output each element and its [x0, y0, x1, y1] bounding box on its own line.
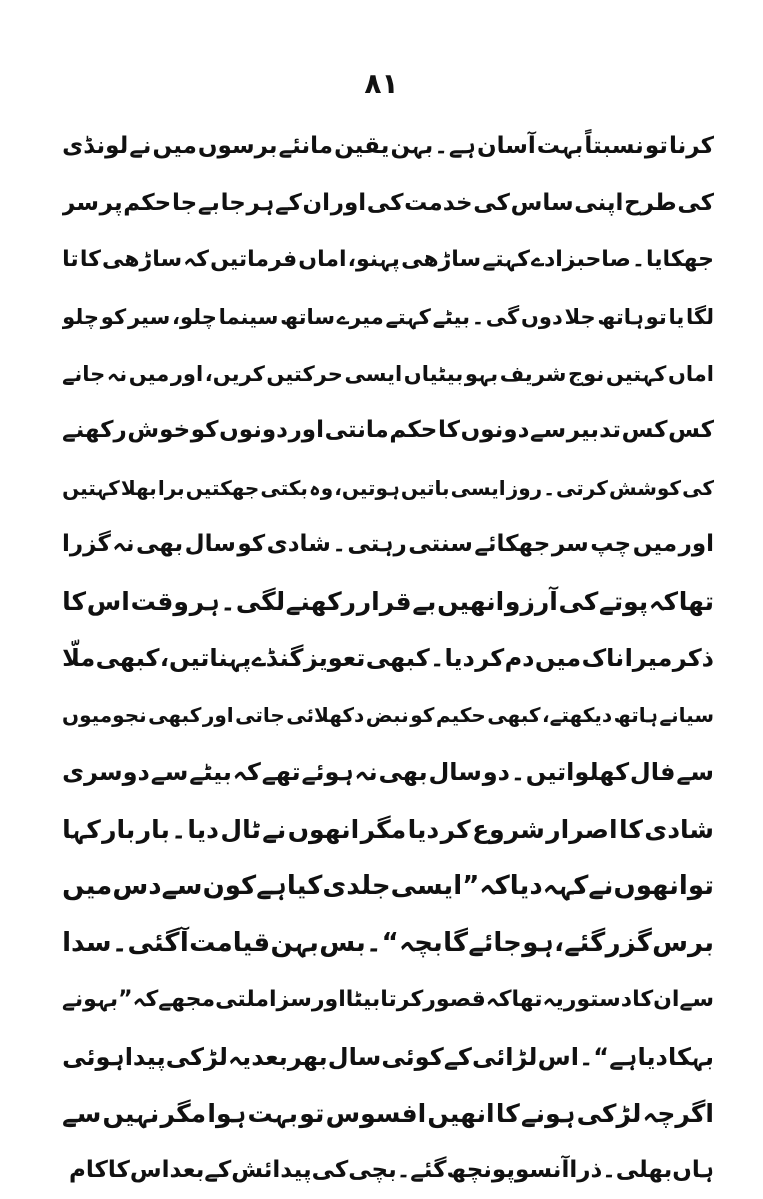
text-line [62, 630, 714, 687]
word: آ [179, 927, 189, 958]
word: تھا [678, 587, 714, 617]
word: نے [588, 871, 614, 902]
word: روز [506, 475, 543, 500]
word: لگی [235, 587, 286, 617]
word: لگا [686, 304, 714, 329]
word: بہو [464, 361, 499, 386]
word: نوج [568, 361, 605, 386]
word: ملتی [215, 986, 269, 1012]
word: کہا [62, 814, 101, 844]
word: جھکتیں [185, 475, 260, 500]
word: انھیں [427, 1099, 495, 1129]
word: ہونے [521, 1099, 576, 1129]
word: پہناتیں، [159, 644, 252, 673]
word: کا [618, 814, 643, 844]
word: ایسی [390, 871, 463, 902]
word: اور [202, 703, 234, 728]
word: شادی [266, 531, 331, 558]
word: میرے [336, 304, 384, 329]
word: ہوتیں، [334, 475, 400, 500]
word: بچی [348, 1156, 397, 1183]
word: جا [220, 189, 246, 216]
word: کی [311, 1156, 349, 1183]
word: رکھنے [62, 417, 127, 444]
word: ناک [581, 644, 625, 673]
word: کوشش [608, 475, 682, 500]
word: کو [100, 304, 127, 329]
word: دوں [521, 304, 563, 329]
word: قرار [356, 587, 412, 617]
word: دیا [407, 814, 440, 844]
word: افسوس [325, 1099, 427, 1129]
text-line [62, 687, 714, 744]
page-number: ۸۱ [364, 67, 399, 100]
word: میں [632, 531, 678, 558]
word: پوتے [599, 587, 649, 617]
word: دکھلائی [286, 703, 365, 728]
word: تھے [261, 758, 301, 787]
word: آنسو [514, 1156, 570, 1183]
word: یہ [542, 986, 564, 1012]
word: گئے [410, 1156, 447, 1183]
word: تا [62, 247, 79, 273]
word: ۔ [510, 758, 525, 787]
word: ۔ [220, 587, 236, 617]
word: اپنی [574, 189, 624, 216]
word: نبض [365, 703, 409, 728]
word: نے [129, 132, 152, 159]
word: آرزو [504, 587, 558, 617]
word: سیانے [659, 703, 714, 728]
word: بار [136, 814, 170, 844]
word: دس [112, 871, 162, 902]
word: سینما [218, 304, 279, 329]
word: ۔ [631, 247, 645, 273]
word: چلو [62, 304, 100, 329]
word: رکھنے [285, 587, 357, 617]
word: کی [682, 475, 714, 500]
text-line [62, 346, 714, 403]
word: بھلا [120, 475, 157, 500]
word: ساتھ [280, 304, 336, 329]
word: کس [621, 417, 668, 444]
word: بہت [536, 132, 584, 159]
word: سے [676, 758, 714, 787]
word: کہتیں [605, 361, 667, 386]
word: دیا [637, 1042, 668, 1071]
word: پر [99, 189, 123, 216]
word: دونوں [460, 417, 530, 444]
word: جلدی [322, 871, 391, 902]
word: حرکتیں [266, 361, 343, 386]
word: تعویز [303, 644, 366, 673]
word: خوش [127, 417, 191, 444]
word: شریف [499, 361, 567, 386]
word: چلو، [171, 304, 217, 329]
word: مجھے [158, 986, 216, 1012]
word: جائے [468, 927, 522, 958]
word: ہے [256, 871, 287, 902]
word: کرتا [380, 986, 424, 1012]
word: تو [644, 132, 668, 159]
word: سے [679, 986, 714, 1012]
text-line [62, 1028, 714, 1085]
word: گئی [127, 927, 180, 958]
word: بعد [169, 1156, 205, 1183]
word: ہاں [672, 1156, 714, 1183]
word: بھی [378, 758, 428, 787]
word: کر [475, 644, 505, 673]
word: اور [170, 361, 204, 386]
word: کوئی [381, 1042, 444, 1071]
word: مگر [160, 1099, 207, 1129]
word: صاحبزادے [531, 247, 631, 273]
word: رہتی [347, 531, 407, 558]
word: ” [118, 986, 133, 1012]
word: کی [473, 189, 510, 216]
word: بہن [270, 927, 319, 958]
word: آسان [476, 132, 536, 159]
word: کا [62, 587, 87, 617]
body-text [62, 118, 714, 1199]
word: ذرا [569, 1156, 603, 1183]
word: ۔ [366, 927, 382, 958]
word: گا [443, 927, 469, 958]
word: کہ [232, 758, 261, 787]
word: ۔ [543, 475, 555, 500]
word: اس [129, 1156, 170, 1183]
word: اور [678, 531, 714, 558]
word: یا [668, 304, 685, 329]
word: دستور [563, 986, 633, 1012]
word: کے [204, 1156, 232, 1183]
word: حکم [389, 417, 438, 444]
text-line [62, 858, 714, 915]
word: کھلواتیں [525, 758, 630, 787]
word: بھی [136, 531, 184, 558]
word: دیا [187, 814, 219, 844]
word: ہاتھ [613, 703, 658, 728]
word: دیا [509, 871, 543, 902]
word: کبھی [365, 644, 430, 673]
word: سیر [127, 304, 171, 329]
word: پیدائش [231, 1156, 312, 1183]
word: کو [190, 417, 219, 444]
word: “ [593, 1042, 610, 1071]
word: نہیں [102, 1099, 160, 1129]
word: کبھی [487, 703, 541, 728]
word: لونڈی [62, 132, 129, 159]
text-line [62, 744, 714, 801]
word: گزرا [62, 531, 111, 558]
word: کی [677, 189, 714, 216]
word: کبھی [95, 644, 160, 673]
text-line [62, 175, 714, 232]
word: ان [302, 189, 331, 216]
word: نے [62, 986, 84, 1012]
word: بچہ [399, 927, 443, 958]
word: فرماتیں [210, 247, 298, 273]
word: کر [440, 814, 471, 844]
word: خدمت [404, 189, 473, 216]
word: انھیں [437, 587, 505, 617]
word: اور [288, 417, 324, 444]
word: ۔ [471, 304, 485, 329]
word: کا [79, 247, 101, 273]
word: سے [150, 758, 189, 787]
word: سر [62, 189, 99, 216]
word: کہتے [482, 247, 530, 273]
word: یقین [334, 132, 390, 159]
word: کا [495, 1099, 520, 1129]
word: پونچھ [446, 1156, 515, 1183]
word: مگر [360, 814, 407, 844]
word: کو [237, 531, 266, 558]
text-line [62, 289, 714, 346]
word: شادی [644, 814, 714, 844]
word: ایسی [344, 361, 403, 386]
word: تو [299, 1099, 325, 1129]
word: ہے [609, 1042, 638, 1071]
word: فال [629, 758, 676, 787]
word: ساڑھی [401, 247, 482, 273]
word: سر [551, 531, 589, 558]
word: اماں [667, 361, 714, 386]
word: اور [330, 189, 367, 216]
word: ٹال [220, 814, 261, 844]
word: ساڑھی [102, 247, 183, 273]
word: “ [381, 927, 399, 958]
word: بھلی [615, 1156, 673, 1183]
word: تدبیر [566, 417, 621, 444]
word: بہن [390, 132, 434, 159]
word: اس [86, 587, 130, 617]
word: دوسری [62, 758, 150, 787]
word: دیکھتے، [542, 703, 613, 728]
text-line [62, 914, 714, 971]
word: کس [668, 417, 714, 444]
word: برسوں [197, 132, 278, 159]
word: ” [462, 871, 480, 902]
word: حکیم [435, 703, 486, 728]
text-line [62, 516, 714, 573]
word: جھکائے [474, 531, 551, 558]
word: کبھی [148, 703, 202, 728]
word: بھر [287, 1042, 328, 1071]
word: تو [687, 871, 714, 902]
word: ان [653, 986, 680, 1012]
word: ہے [448, 132, 476, 159]
word: کی [366, 189, 404, 216]
word: ساس [510, 189, 574, 216]
word: ۔ [396, 1156, 411, 1183]
word: لڑکی [165, 1042, 228, 1071]
word: سے [161, 871, 203, 902]
word: قصور [423, 986, 486, 1012]
word: بکتی [260, 475, 308, 500]
word: جا [171, 189, 198, 216]
word: بیٹیاں [403, 361, 464, 386]
word: جاتی [235, 703, 285, 728]
word: جانے [62, 361, 106, 386]
word: مانتی [324, 417, 389, 444]
word: بیٹے [432, 304, 470, 329]
word: کہ [648, 587, 679, 617]
word: نہ [112, 531, 135, 558]
word: ہو [522, 927, 554, 958]
word: لڑائی [471, 1042, 538, 1071]
word: چپ [590, 531, 632, 558]
word: ہاتھ [597, 304, 644, 329]
word: تھا [511, 986, 543, 1012]
word: اگرچہ [642, 1099, 714, 1129]
word: بہکا [667, 1042, 714, 1071]
word: انھوں [287, 814, 360, 844]
word: کون [202, 871, 257, 902]
word: دیا [444, 644, 475, 673]
word: برا [157, 475, 185, 500]
word: بیٹے [189, 758, 232, 787]
word: ہوئے [301, 758, 354, 787]
word: لڑکی [576, 1099, 642, 1129]
text-line [62, 971, 714, 1028]
word: بار [102, 814, 136, 844]
word: کہتے [385, 304, 431, 329]
word: کہ [132, 986, 159, 1012]
word: پہنو، [347, 247, 400, 273]
word: ایسی [450, 475, 506, 500]
text-line [62, 573, 714, 630]
word: ہوئی [62, 1042, 125, 1071]
word: پیدا [124, 1042, 166, 1071]
word: کا [437, 417, 460, 444]
text-line [62, 1142, 714, 1199]
text-line [62, 402, 714, 459]
word: میں [152, 132, 197, 159]
word: وقت [130, 587, 189, 617]
word: ، [554, 927, 564, 958]
word: ہوا [207, 1099, 247, 1129]
word: بعد [251, 1042, 288, 1071]
word: اس [537, 1042, 579, 1071]
word: میں [128, 361, 170, 386]
word: اماں [298, 247, 347, 273]
word: بہت [247, 1099, 299, 1129]
word: جلا [564, 304, 596, 329]
word: میں [62, 871, 113, 902]
word: کہ [485, 986, 512, 1012]
text-line [62, 118, 714, 175]
word: نے [262, 814, 287, 844]
word: ۔ [332, 531, 346, 558]
word: کو [410, 703, 435, 728]
word: سزا [269, 986, 312, 1012]
word: ۔ [434, 132, 448, 159]
word: گنڈے [251, 644, 304, 673]
word: کے [274, 189, 302, 216]
word: میرا [624, 644, 673, 673]
word: وہ [309, 475, 334, 500]
word: ۔ [430, 644, 445, 673]
word: ۔ [171, 814, 186, 844]
word: بیٹا [345, 986, 381, 1012]
word: قیامت [189, 927, 271, 958]
word: یہ [228, 1042, 252, 1071]
word: مانئے [278, 132, 334, 159]
word: طرح [624, 189, 677, 216]
word: اصرار [546, 814, 618, 844]
word: سے [62, 1099, 102, 1129]
word: سنتی [408, 531, 473, 558]
word: کرتی [556, 475, 608, 500]
word: گئے [564, 927, 606, 958]
word: دو [482, 758, 510, 787]
word: کہہ [542, 871, 589, 902]
word: کریں، [204, 361, 265, 386]
word: سال [428, 758, 482, 787]
word: کے [443, 1042, 472, 1071]
word: میں [534, 644, 582, 673]
word: ہر [189, 587, 220, 617]
word: نجومیوں [62, 703, 147, 728]
word: ۔ [579, 1042, 594, 1071]
word: کا [107, 1156, 130, 1183]
word: ملّا [62, 644, 96, 673]
word: کی [558, 587, 599, 617]
word: برس [652, 927, 714, 958]
word: گزر [605, 927, 652, 958]
word: انھوں [613, 871, 688, 902]
word: جھکایا [646, 247, 714, 273]
word: سال [184, 531, 236, 558]
word: باتیں [400, 475, 450, 500]
word: نہ [354, 758, 378, 787]
text-line [62, 801, 714, 858]
text-line [62, 1085, 714, 1142]
word: بے [412, 587, 437, 617]
text-line [62, 232, 714, 289]
word: تو [645, 304, 667, 329]
word: سدا [62, 927, 112, 958]
word: اور [311, 986, 346, 1012]
word: کہ [183, 247, 209, 273]
word: کام [68, 1156, 108, 1183]
word: سال [327, 1042, 382, 1071]
word: کیا [286, 871, 323, 902]
word: کا [632, 986, 654, 1012]
word: دم [504, 644, 535, 673]
word: بہو [83, 986, 119, 1012]
word: ہر [246, 189, 275, 216]
word: سے [530, 417, 567, 444]
word: دونوں [219, 417, 288, 444]
word: کرنا [669, 132, 714, 159]
word: حکم [123, 189, 172, 216]
word: کہ [479, 871, 510, 902]
word: نسبتاً [584, 132, 644, 159]
word: بس [319, 927, 366, 958]
word: بے [197, 189, 220, 216]
word: ۔ [602, 1156, 616, 1183]
word: گی [485, 304, 520, 329]
word: شروع [472, 814, 545, 844]
text-line [62, 459, 714, 516]
word: کہتیں [62, 475, 120, 500]
word: ۔ [111, 927, 128, 958]
word: نہ [106, 361, 128, 386]
word: ذکر [672, 644, 714, 673]
